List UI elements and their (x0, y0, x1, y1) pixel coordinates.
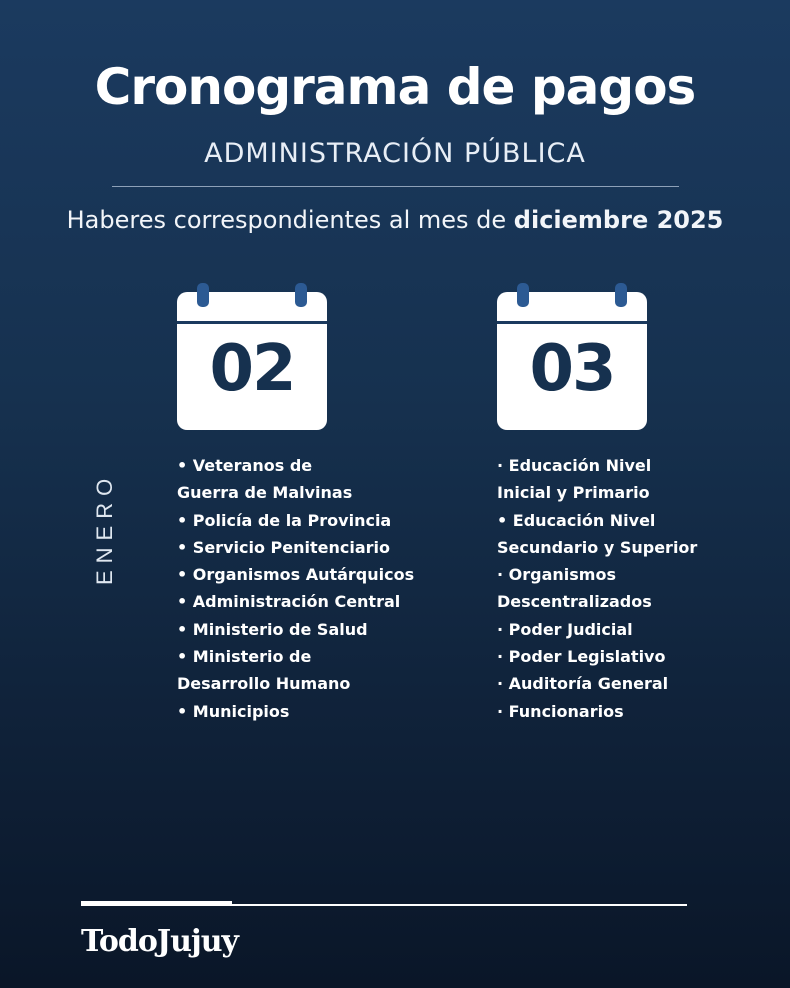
list-item: • Veteranos de (177, 456, 313, 475)
day-03-list (497, 452, 697, 725)
month-label: ENERO (92, 471, 117, 585)
calendar-ring-right (615, 283, 627, 307)
haberes-period: diciembre 2025 (513, 206, 724, 234)
calendar-ring-left (517, 283, 529, 307)
calendar-day-number: 03 (529, 332, 615, 406)
calendar-ring-left (197, 283, 209, 307)
list-item: • Ministerio de (177, 647, 312, 667)
list-item: • Ministerio de Salud (177, 619, 368, 639)
footer-divider (81, 904, 687, 906)
calendar-day-number: 02 (209, 332, 295, 406)
list-item: · Educación Nivel (497, 456, 652, 475)
list-item: • Organismos Autárquicos (177, 565, 415, 585)
list-item: · Poder Judicial (497, 619, 633, 639)
list-item: • Servicio Penitenciario (177, 537, 390, 557)
calendar-ring-right (295, 283, 307, 307)
header-divider (112, 186, 679, 187)
list-item: • Administración Central (177, 592, 401, 612)
day-02-list (177, 452, 414, 725)
list-item: Descentralizados (497, 592, 652, 612)
calendar-icon-day-03 (497, 292, 647, 430)
haberes-line (0, 206, 790, 234)
list-item: · Poder Legislativo (497, 647, 666, 667)
list-item: Guerra de Malvinas (177, 483, 353, 503)
footer-divider-accent (81, 901, 232, 906)
calendar-icon-day-02 (177, 292, 327, 430)
todojujuy-logo: TodoJujuy (81, 924, 238, 959)
list-item: • Policía de la Provincia (177, 510, 392, 530)
list-item: • Educación Nivel (497, 510, 656, 530)
page-subtitle: ADMINISTRACIÓN PÚBLICA (204, 138, 586, 169)
list-item: · Funcionarios (497, 701, 624, 721)
haberes-prefix: Haberes correspondientes al mes de (66, 206, 514, 234)
list-item: Secundario y Superior (497, 537, 698, 557)
list-item: Inicial y Primario (497, 483, 650, 503)
list-item: · Organismos (497, 565, 616, 585)
list-item: • Municipios (177, 701, 290, 721)
page-title: Cronograma de pagos (94, 58, 696, 116)
list-item: · Auditoría General (497, 674, 669, 694)
list-item: Desarrollo Humano (177, 674, 351, 694)
